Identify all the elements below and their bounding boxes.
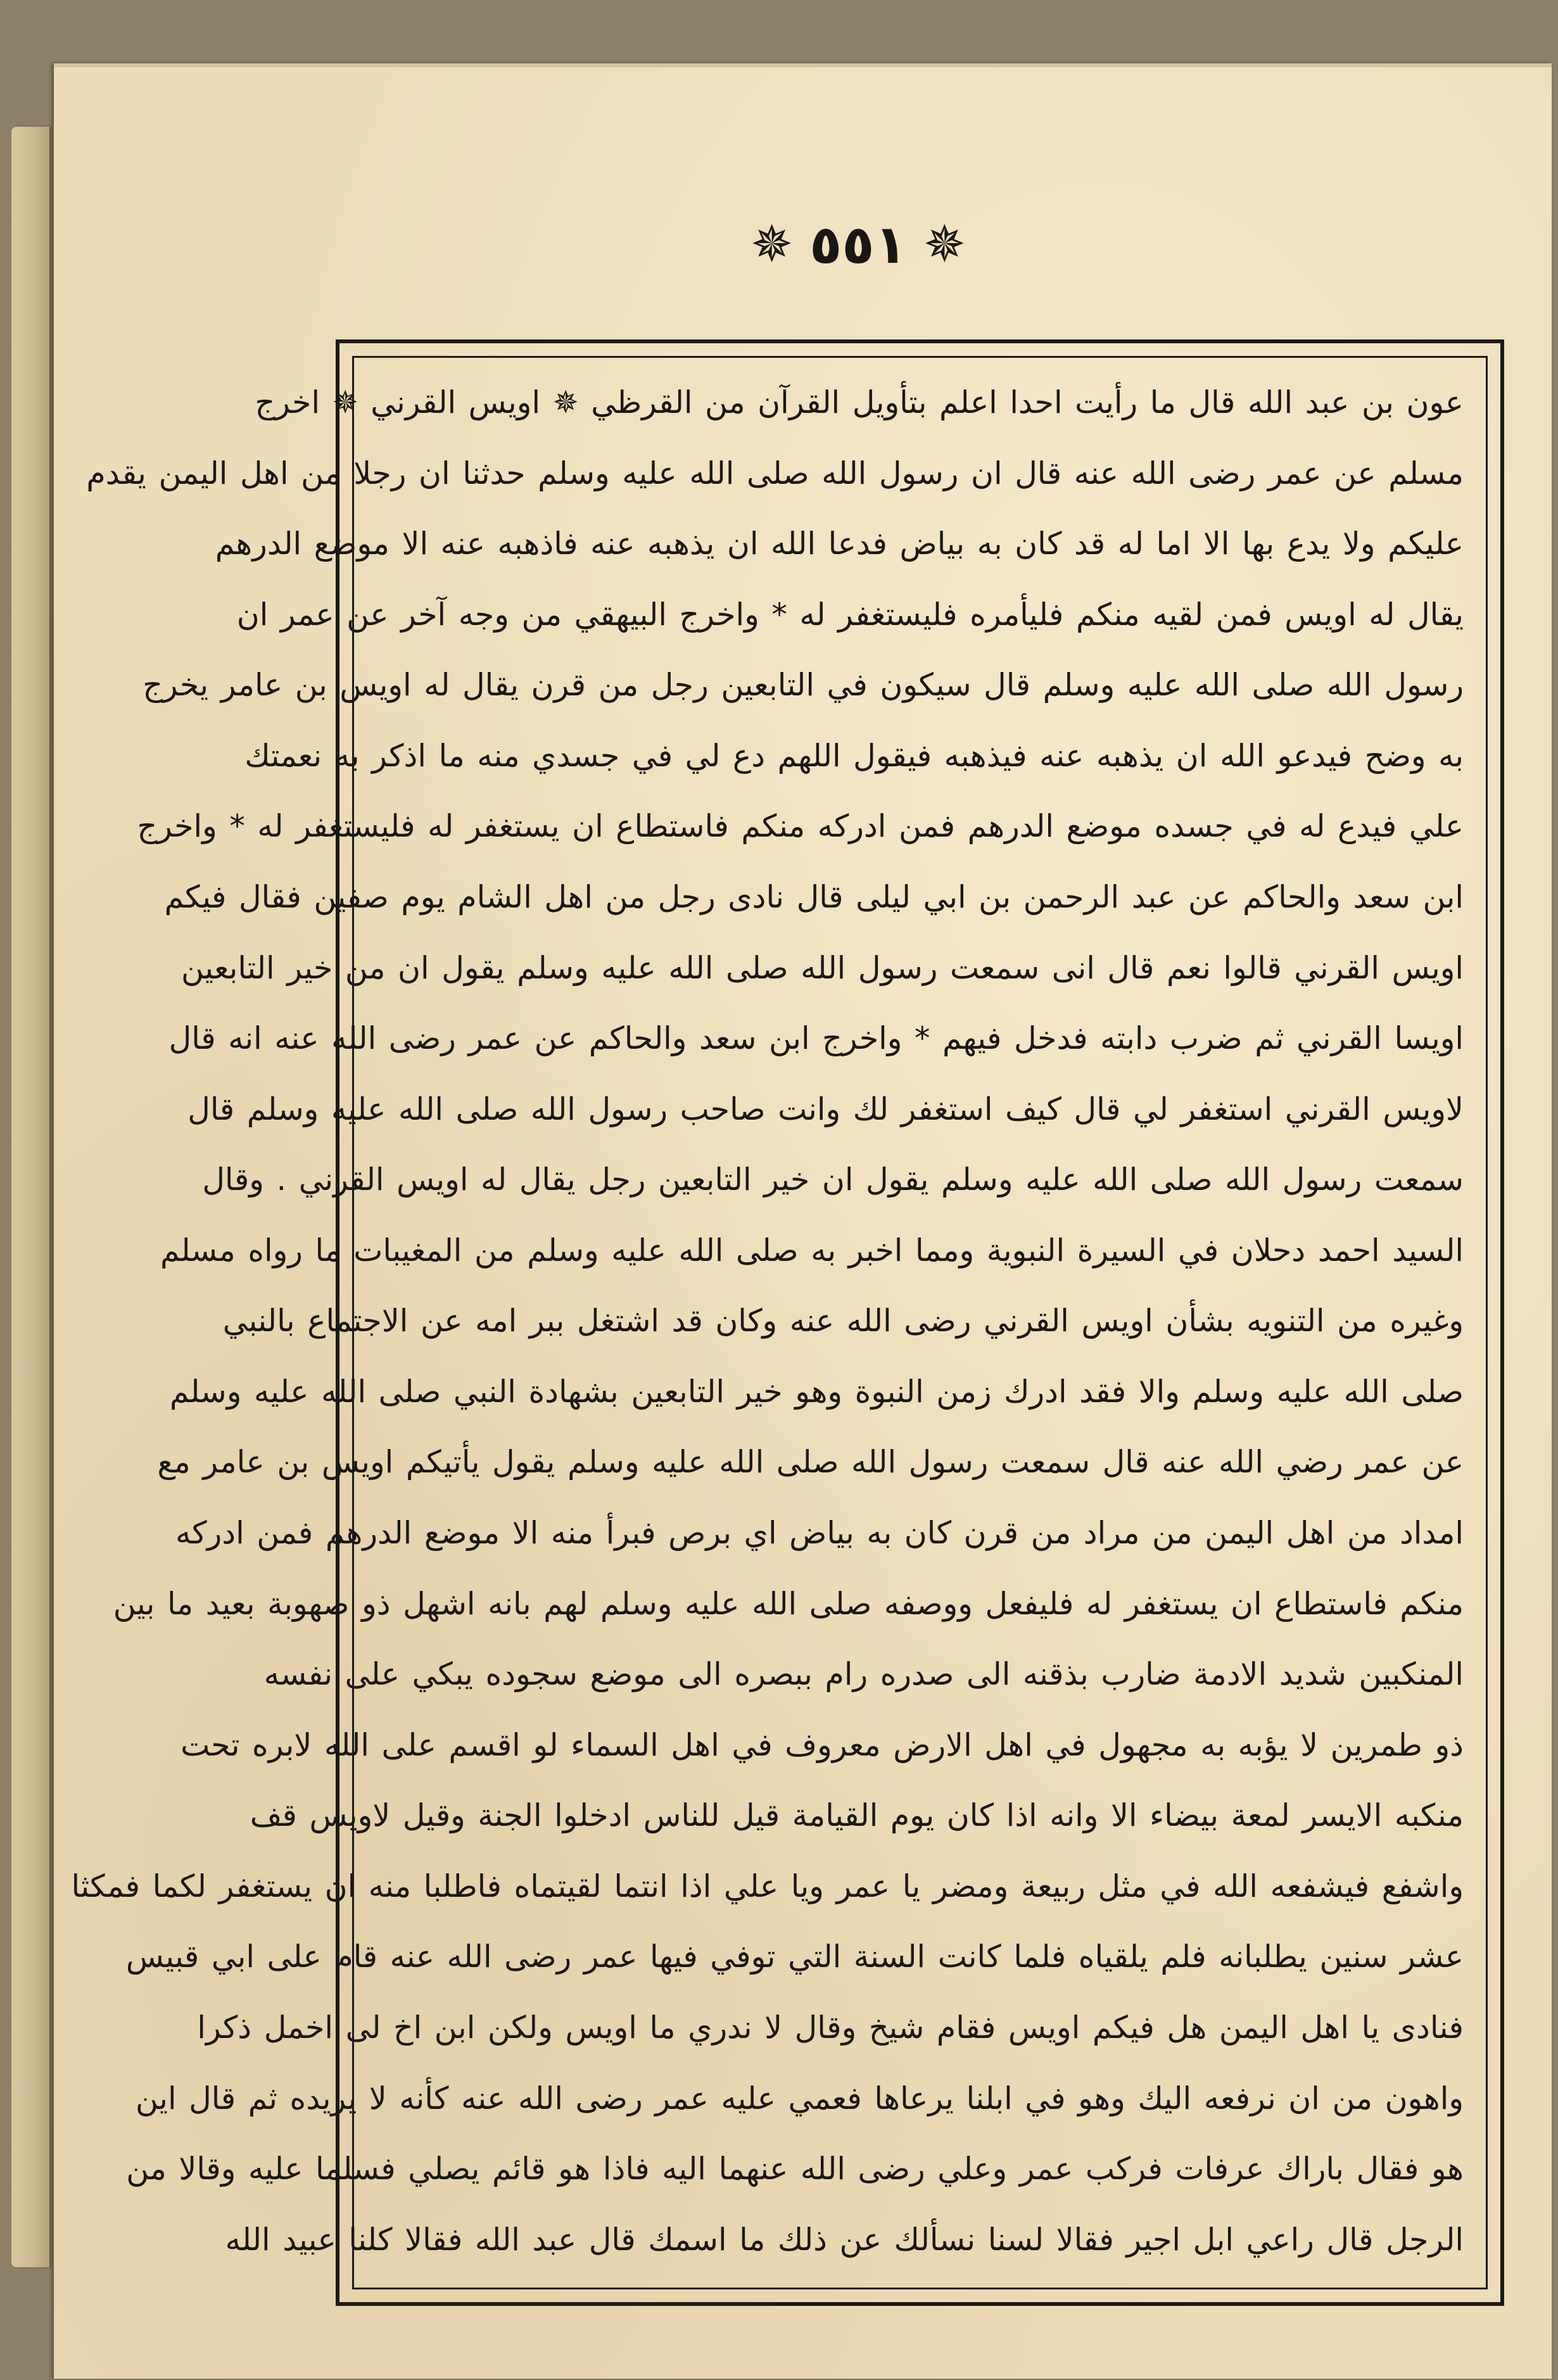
page-number: ٥٥١ [809,213,907,275]
text-line: رسول الله صلى الله عليه وسلم قال سيكون في التابعين رجل من قرن يقال له اويس بن عامر يخرج [142,667,1464,704]
page-number-header [738,206,978,282]
text-line: وغيره من التنويه بشأن اويس القرني رضى الله عنه وكان قد اشتغل ببر امه عن الاجتماع بالنبي [222,1303,1464,1339]
text-line: يقال له اويس فمن لقيه منكم فليأمره فليستغفر له * واخرج البيهقي من وجه آخر عن عمر ان [236,596,1464,633]
text-line: واشفع فيشفعه الله في مثل ربيعة ومضر يا عمر ويا علي اذا انتما لقيتماه فاطلبا منه ان يستغفر لكما فمكثا [71,1868,1464,1904]
text-line: واهون من ان نرفعه اليك وهو في ابلنا يرعاها فعمي عليه عمر رضى الله عنه كأنه لا يريده ثم قال اين [136,2080,1464,2117]
text-line: فنادى يا اهل اليمن هل فيكم اويس فقام شيخ وقال لا ندري ما اويس ولكن ابن اخ لى اخمل ذكرا [197,2009,1464,2046]
text-body [71,369,1475,2277]
text-frame [71,339,1504,2306]
text-line: امداد من اهل اليمن من مراد من قرن كان به بياض اي برص فبرأ منه الا موضع الدرهم فمن ادركه [175,1515,1464,1551]
text-line: صلى الله عليه وسلم والا فقد ادرك زمن النبوة وهو خير التابعين بشهادة النبي صلى الله عليه وسلم [169,1373,1464,1410]
star-ornament-icon: ✵ [750,215,794,274]
text-line: عشر سنين يطلبانه فلم يلقياه فلما كانت السنة التي توفي فيها عمر رضى الله عنه قام على ابي قبيس [125,1939,1464,1975]
text-line: عن عمر رضي الله عنه قال سمعت رسول الله صلى الله عليه وسلم يقول يأتيكم اويس بن عامر مع [157,1444,1464,1481]
text-line: السيد احمد دحلان في السيرة النبوية ومما اخبر به صلى الله عليه وسلم من المغيبات ما رواه مسلم [160,1232,1464,1269]
text-line: اويسا القرني ثم ضرب دابته فدخل فيهم * واخرج ابن سعد والحاكم عن عمر رضى الله عنه انه قال [168,1020,1464,1057]
text-line: اويس القرني قالوا نعم قال انى سمعت رسول الله صلى الله عليه وسلم يقول ان من خير التابعين [181,949,1464,986]
text-line: به وضح فيدعو الله ان يذهبه عنه فيذهبه فيقول اللهم دع لي في جسدي منه ما اذكر به نعمتك [244,737,1464,774]
star-ornament-icon: ✵ [923,215,966,274]
text-line: منكم فاستطاع ان يستغفر له فليفعل ووصفه صلى الله عليه وسلم لهم بانه اشهل ذو صهوبة بعيد ما بين [113,1585,1464,1622]
text-line: ابن سعد والحاكم عن عبد الرحمن بن ابي ليلى قال نادى رجل من اهل الشام يوم صفين فقال فيكم [164,878,1464,915]
text-line: عليكم ولا يدع بها الا اما له قد كان به بياض فدعا الله ان يذهبه عنه فاذهبه عنه الا موضع الدرهم [215,526,1464,562]
text-line: لاويس القرني استغفر لي قال كيف استغفر لك وانت صاحب رسول الله صلى الله عليه وسلم قال [187,1091,1464,1127]
text-line: منكبه الايسر لمعة بيضاء الا وانه اذا كان يوم القيامة قيل للناس ادخلوا الجنة وقيل لاويس قف [250,1797,1464,1834]
book-page [54,63,1552,2379]
text-line: علي فيدع له في جسده موضع الدرهم فمن ادركه منكم فاستطاع ان يستغفر له فليستغفر له * واخرج [137,808,1464,845]
text-line: مسلم عن عمر رضى الله عنه قال ان رسول الله صلى الله عليه وسلم حدثنا ان رجلا من اهل اليمن يقدم [86,455,1464,491]
text-line: عون بن عبد الله قال ما رأيت احدا اعلم بتأويل القرآن من القرظي ✵ اويس القرني ✵ اخرج [255,384,1464,421]
text-line: هو فقال باراك عرفات فركب عمر وعلي رضى الله عنهما اليه فاذا هو قائم يصلي فسلما عليه وقالا من [126,2151,1464,2187]
text-line: الرجل قال راعي ابل اجير فقالا لسنا نسألك عن ذلك ما اسمك قال عبد الله فقالا كلنا عبيد الله [225,2221,1464,2258]
text-line: المنكبين شديد الادمة ضارب بذقنه الى صدره رام ببصره الى موضع سجوده يبكي على نفسه [263,1656,1464,1693]
text-line: ذو طمرين لا يؤبه به مجهول في اهل الارض معروف في اهل السماء لو اقسم على الله لابره تحت [180,1726,1464,1763]
text-line: سمعت رسول الله صلى الله عليه وسلم يقول ان خير التابعين رجل يقال له اويس القرني . وقال [202,1162,1464,1198]
page-stack-edge [11,127,49,2267]
